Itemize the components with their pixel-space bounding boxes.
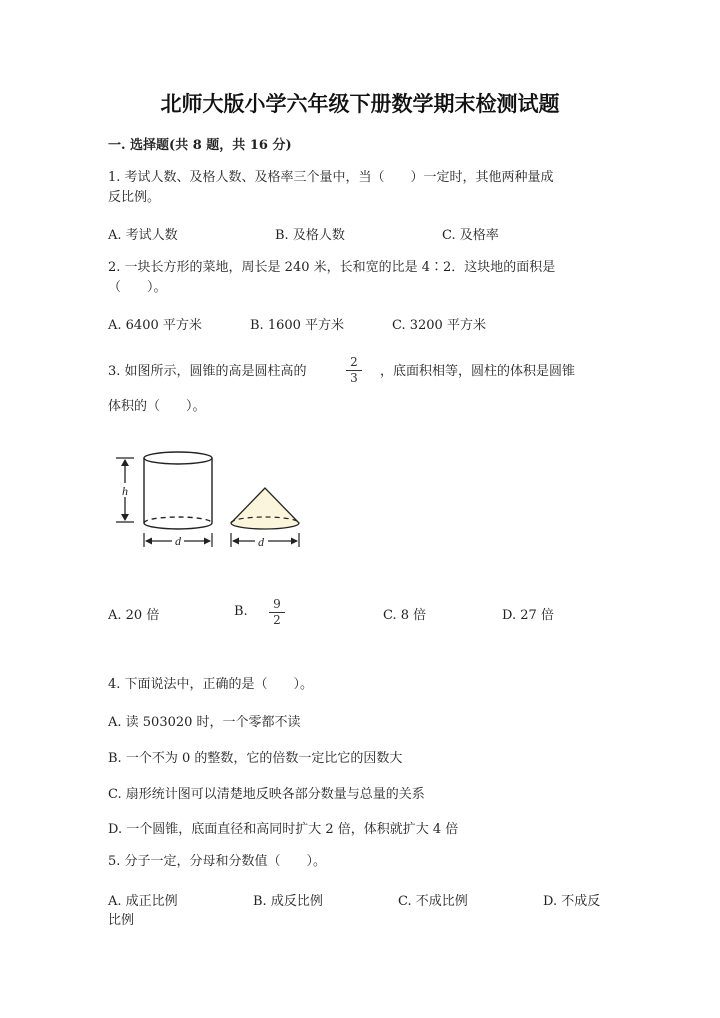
question-1-option-b[interactable]: B. 及格人数	[275, 228, 345, 243]
fraction-numerator: 9	[273, 597, 281, 611]
question-2-option-b[interactable]: B. 1600 平方米	[250, 318, 345, 333]
question-5-option-b[interactable]: B. 成反比例	[253, 894, 323, 909]
question-2-option-c[interactable]: C. 3200 平方米	[392, 318, 486, 333]
cylinder-cone-figure	[108, 445, 318, 560]
question-4-option-d[interactable]: D. 一个圆锥，底面直径和高同时扩大 2 倍，体积就扩大 4 倍	[108, 822, 459, 837]
question-1-option-c[interactable]: C. 及格率	[442, 228, 499, 243]
question-2-text	[108, 258, 555, 298]
question-5-option-d[interactable]: D. 不成反	[543, 894, 601, 909]
cylinder	[144, 452, 212, 529]
question-3-option-b[interactable]: B.	[234, 604, 248, 619]
page-title: 北师大版小学六年级下册数学期末检测试题	[160, 91, 560, 116]
question-2-line-1: 2. 一块长方形的菜地，周长是 240 米，长和宽的比是 4∶2．这块地的面积是	[108, 260, 556, 275]
question-3-option-c[interactable]: C. 8 倍	[383, 608, 427, 623]
question-4-option-a[interactable]: A. 读 503020 时，一个零都不读	[108, 715, 301, 730]
question-1-option-a[interactable]: A. 考试人数	[108, 228, 178, 243]
question-3-line-1b: ，底面积相等，圆柱的体积是圆锥	[380, 364, 576, 379]
question-3-option-b-fraction	[269, 598, 285, 627]
question-5-option-c[interactable]: C. 不成比例	[398, 894, 468, 909]
question-3-line-1a: 3. 如图所示，圆锥的高是圆柱高的	[108, 364, 307, 379]
question-4-line-1: 4. 下面说法中，正确的是（ ）。	[108, 677, 314, 692]
question-5-line-1: 5. 分子一定，分母和分数值（ ）。	[108, 854, 327, 869]
fraction-numerator: 2	[350, 355, 358, 369]
height-label: h	[122, 484, 128, 498]
question-3-option-a[interactable]: A. 20 倍	[108, 608, 160, 623]
question-2-option-a[interactable]: A. 6400 平方米	[108, 318, 202, 333]
section-heading: 一. 选择题(共 8 题，共 16 分)	[108, 138, 292, 153]
question-2-line-2: （ ）。	[108, 280, 167, 295]
question-4-option-b[interactable]: B. 一个不为 0 的整数，它的倍数一定比它的因数大	[108, 751, 403, 766]
question-1-line-1: 1. 考试人数、及格人数、及格率三个量中，当（ ）一定时，其他两种量成	[108, 170, 554, 185]
question-3-option-d[interactable]: D. 27 倍	[502, 608, 554, 623]
question-3-line-2: 体积的（ ）。	[108, 399, 206, 414]
cone	[231, 488, 299, 529]
question-5-option-d-wrap: 比例	[108, 913, 135, 928]
question-1-line-2: 反比例。	[108, 190, 161, 205]
fraction-denominator: 3	[350, 371, 358, 385]
cone-diameter-label: d	[258, 535, 264, 549]
cylinder-diameter-label: d	[175, 534, 181, 548]
question-3-fraction	[346, 356, 362, 385]
question-5-option-a[interactable]: A. 成正比例	[108, 894, 178, 909]
fraction-denominator: 2	[273, 613, 281, 627]
question-4-option-c[interactable]: C. 扇形统计图可以清楚地反映各部分数量与总量的关系	[108, 787, 425, 802]
question-1-text	[108, 168, 554, 208]
